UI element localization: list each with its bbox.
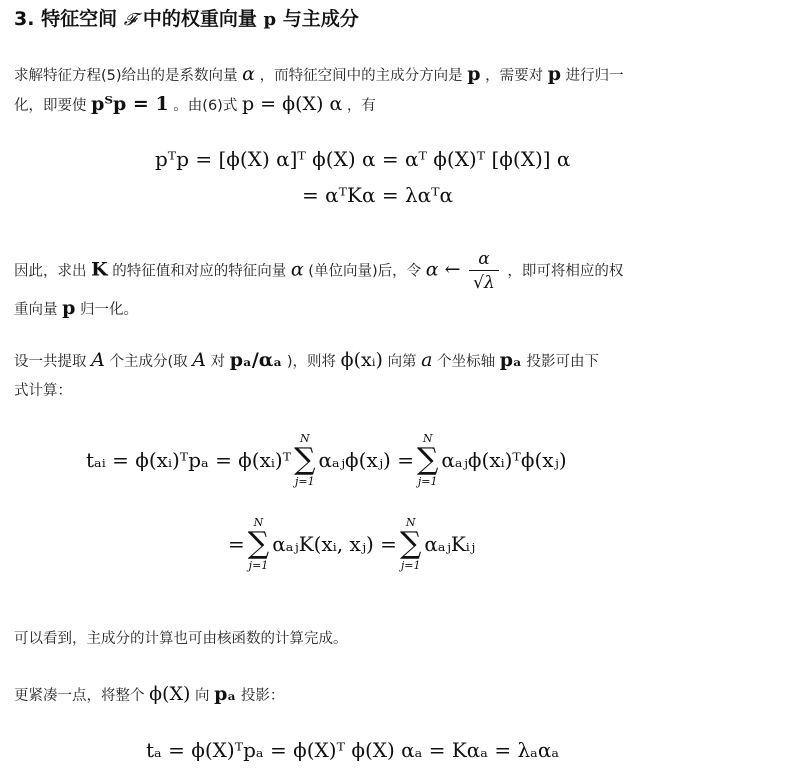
equation-line: pᵀp = [ϕ(X) α]ᵀ ϕ(X) α = αᵀ ϕ(X)ᵀ [ϕ(X)] α <box>155 147 571 171</box>
math-assign: α ← <box>425 258 461 281</box>
text: 求解特征方程(5)给出的是系数向量 <box>14 68 238 84</box>
equation-line <box>86 432 567 488</box>
text: 个主成分(取 <box>109 354 188 370</box>
equation-projection <box>0 432 795 592</box>
math-pa: pₐ <box>499 349 522 371</box>
math-alpha: α <box>242 63 255 85</box>
equation-line: = αᵀKα = λαᵀα <box>302 183 454 207</box>
text: 因此，求出 <box>14 263 87 280</box>
paragraph-eigen-line1 <box>14 248 623 295</box>
text: 更紧凑一点，将整个 <box>14 688 145 704</box>
text: 化，即要使 <box>14 98 87 114</box>
sum-sigma: ∑ <box>416 442 439 477</box>
sum-lower: j=1 <box>295 475 315 488</box>
text: 重向量 <box>14 302 58 318</box>
text: 的特征值和对应的特征向量 <box>112 263 287 280</box>
text: ，即可将相应的权 <box>507 263 624 280</box>
math-ptp-equals-one: pᵀp = 1 <box>91 93 169 115</box>
math-p: p <box>62 297 76 319</box>
paragraph-kernel-note <box>14 624 348 655</box>
text: 进行归一 <box>565 68 624 84</box>
text: (单位向量)后，令 <box>308 263 422 280</box>
text: ，而特征空间中的主成分方向是 <box>259 68 463 84</box>
paragraph-normalization-line2 <box>14 89 376 122</box>
paragraph-projection-line2 <box>14 376 72 407</box>
text: 设一共提取 <box>14 354 87 370</box>
text: 向 <box>195 688 210 704</box>
sum-sigma: ∑ <box>247 526 270 561</box>
sum-lower: j=1 <box>248 559 269 572</box>
math-p: p <box>467 63 481 85</box>
section-title-prefix: 特征空间 <box>41 8 118 30</box>
section-heading <box>14 4 359 31</box>
summation <box>400 516 421 572</box>
equation-term: αₐⱼK(xᵢ, xⱼ) = <box>272 532 397 556</box>
fraction-denominator: √λ <box>469 270 499 295</box>
math-p: p <box>547 63 562 85</box>
text: 归一化。 <box>80 302 139 318</box>
sum-sigma: ∑ <box>399 526 422 561</box>
paragraph-compact <box>14 679 284 712</box>
math-alpha: α <box>290 258 304 281</box>
equation-term: tₐᵢ = ϕ(xᵢ)ᵀpₐ = ϕ(xᵢ)ᵀ <box>86 448 292 472</box>
feature-space-symbol: 𝓕 <box>123 10 137 30</box>
sum-sigma: ∑ <box>294 442 316 477</box>
equation-term: = <box>228 532 245 556</box>
sum-lower: j=1 <box>400 559 421 572</box>
sum-upper: N <box>422 432 433 445</box>
text: 投影可由下 <box>526 354 599 370</box>
text: 投影： <box>240 688 285 704</box>
paragraph-eigen-line2 <box>14 293 138 326</box>
section-title-mid: 中的权重向量 <box>142 8 257 30</box>
summation <box>248 516 269 572</box>
text: ，有 <box>346 98 376 114</box>
section-title-vector: p <box>263 9 277 30</box>
text: 个坐标轴 <box>437 354 496 370</box>
equation-normalization <box>0 147 795 217</box>
sum-upper: N <box>405 516 416 529</box>
equation-line: tₐ = ϕ(X)ᵀpₐ = ϕ(X)ᵀ ϕ(X) αₐ = Kαₐ = λₐαₐ <box>146 738 560 762</box>
math-phi-X: ϕ(X) <box>149 683 191 705</box>
text: 式计算： <box>14 383 72 399</box>
summation <box>417 432 438 488</box>
summation <box>294 432 315 488</box>
sum-lower: j=1 <box>417 475 438 488</box>
paragraph-normalization-line1 <box>14 59 624 92</box>
math-eq6: p = ϕ(X) α <box>241 93 343 115</box>
equation-term: αₐⱼϕ(xᵢ)ᵀϕ(xⱼ) <box>441 448 567 472</box>
sum-upper: N <box>253 516 264 529</box>
equation-compact <box>0 738 795 774</box>
text: 。由(6)式 <box>173 98 238 114</box>
text: )，则将 <box>286 354 337 370</box>
math-A: A <box>192 349 206 371</box>
math-pa-over-alpha: pₐ/αₐ <box>229 349 283 371</box>
equation-line <box>228 516 475 572</box>
equation-term: αₐⱼKᵢⱼ <box>424 532 476 556</box>
sum-upper: N <box>300 432 310 445</box>
math-A: A <box>91 349 105 371</box>
math-phi-xi: ϕ(xᵢ) <box>340 349 383 371</box>
text: ，需要对 <box>485 68 544 84</box>
text: 可以看到，主成分的计算也可由核函数的计算完成。 <box>14 631 348 647</box>
section-title-suffix: 与主成分 <box>282 8 359 30</box>
math-fraction <box>469 248 499 295</box>
text: 对 <box>210 354 226 370</box>
math-a: a <box>421 349 433 371</box>
section-number: 3. <box>14 8 35 30</box>
math-pa: pₐ <box>214 683 237 705</box>
math-K: K <box>91 258 108 281</box>
equation-term: αₐⱼϕ(xⱼ) = <box>318 448 414 472</box>
text: 向第 <box>387 354 417 370</box>
fraction-numerator: α <box>478 249 490 269</box>
paragraph-projection-line1 <box>14 345 599 378</box>
